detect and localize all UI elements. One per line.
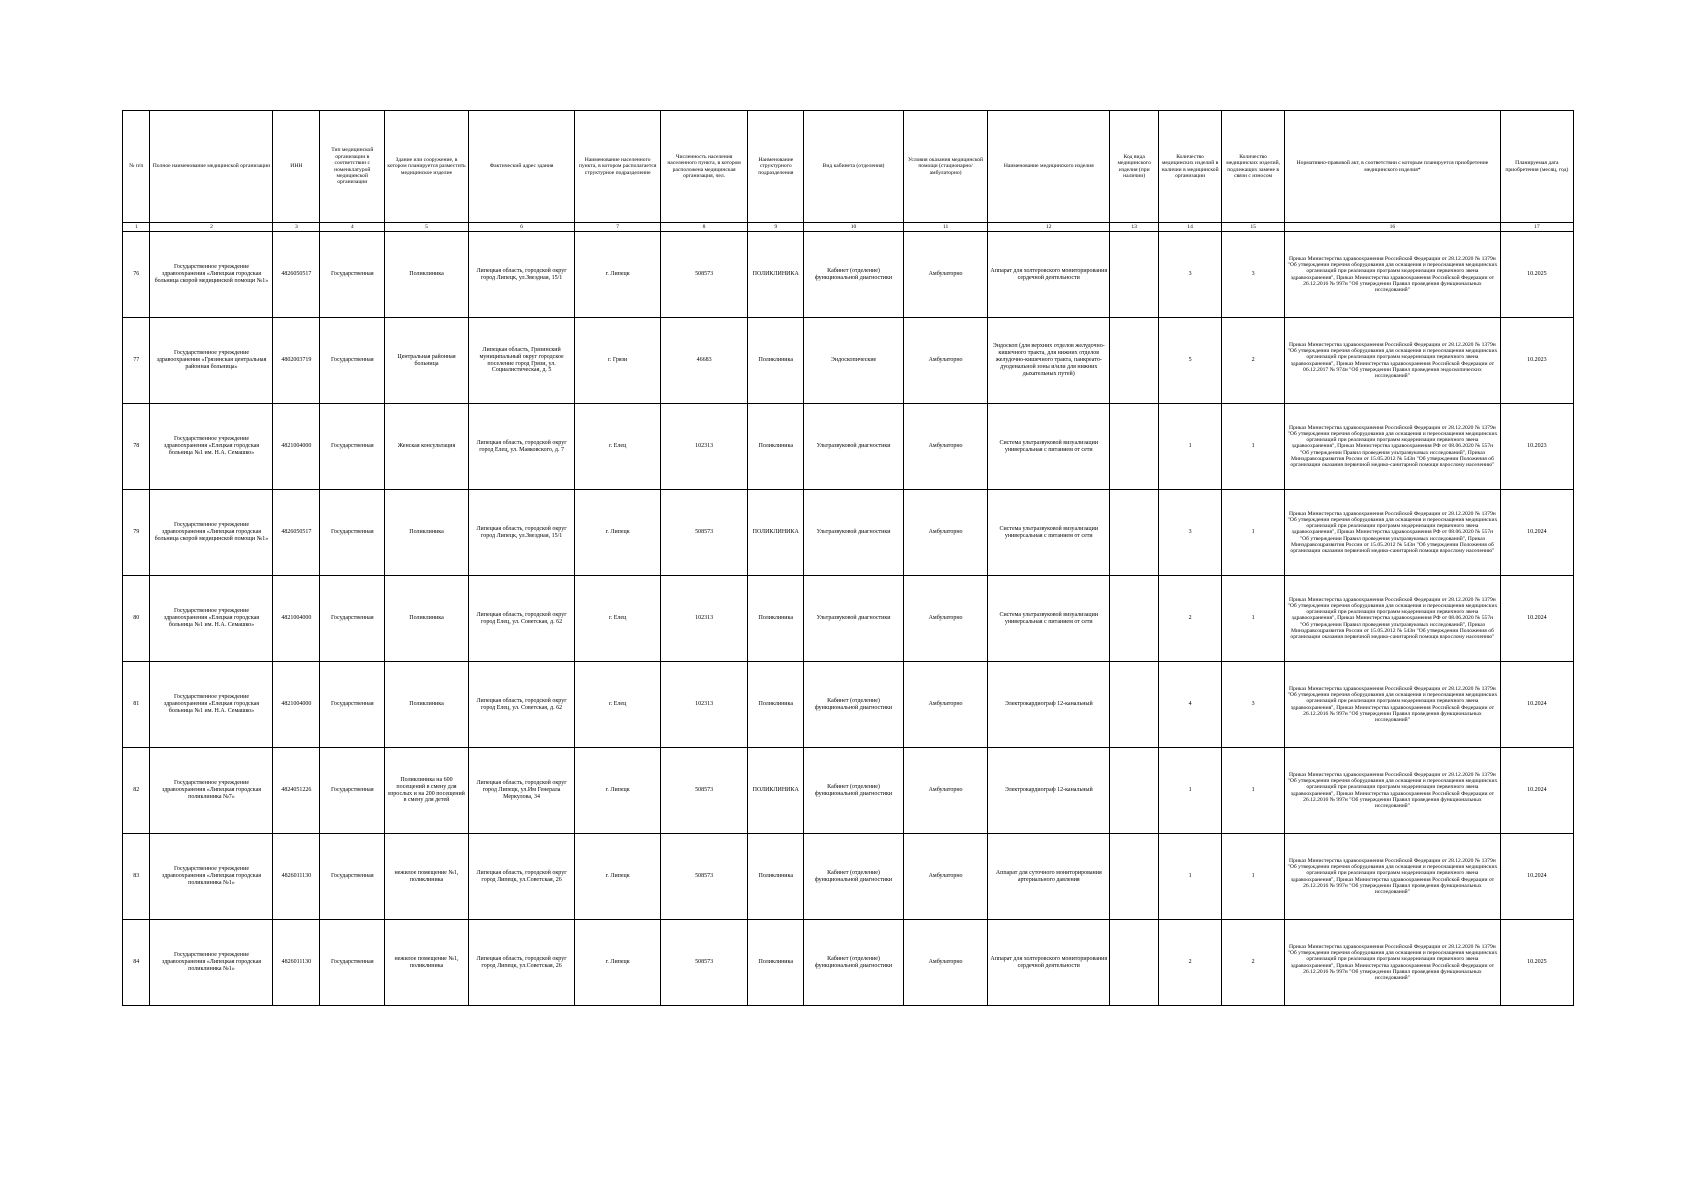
table-row: [123, 662, 1574, 748]
table-cell: Эндоскопические: [804, 318, 904, 404]
table-cell: 78: [123, 404, 150, 490]
column-header: Наименование населенного пункта, в котором располагается структурное подразделение: [575, 111, 660, 223]
column-header: Фактический адрес здания: [468, 111, 575, 223]
table-cell: [1110, 662, 1159, 748]
column-header: Количество медицинских изделий, подлежащих замене в связи с износом: [1222, 111, 1285, 223]
column-number: 7: [575, 223, 660, 232]
table-cell: 10.2024: [1500, 748, 1573, 834]
table-cell: 508573: [660, 748, 747, 834]
table-cell: Государственное учреждение здравоохранения «Елецкая городская больница №1 им. Н.А. Семашко»: [150, 662, 273, 748]
table-cell: Поликлиника: [748, 318, 804, 404]
table-cell: Государственная: [320, 232, 385, 318]
table-cell: Кабинет (отделение) функциональной диагностики: [804, 662, 904, 748]
table-cell: 4826050517: [273, 232, 320, 318]
table-row: [123, 920, 1574, 1006]
column-header: Вид кабинета (отделения): [804, 111, 904, 223]
table-cell: г. Липецк: [575, 920, 660, 1006]
column-number: 15: [1222, 223, 1285, 232]
table-cell: 2: [1222, 318, 1285, 404]
table-cell: Государственная: [320, 404, 385, 490]
table-row: [123, 404, 1574, 490]
table-cell: Амбулаторно: [903, 318, 987, 404]
table-cell: Приказ Министерства здравоохранения Российской Федерации от 28.12.2020 № 1379н "Об утверждении перечня оборудования для оснащения и переоснащения медицинских организаций при реализации программ модернизации первичного звена здравоохранения", Приказ Министерства здравоохранения РФ от 08.06.2020 № 557н "Об утверждении Правил проведения ультразвуковых исследований", Приказ Минздравсоцразвития России от 15.05.2012 № 543н "Об утверждении Положения об организации оказания первичной медико-санитарной помощи взрослому населению": [1285, 404, 1501, 490]
table-cell: Эндоскоп (для верхних отделов желудочно-кишечного тракта, для нижних отделов желудочно-кишечного тракта, панкреато-дуоденальной зоны и/или для нижних дыхательных путей): [988, 318, 1110, 404]
table-cell: 1: [1222, 834, 1285, 920]
table-cell: 46683: [660, 318, 747, 404]
table-row: [123, 834, 1574, 920]
table-cell: Приказ Министерства здравоохранения Российской Федерации от 28.12.2020 № 1379н "Об утверждении перечня оборудования для оснащения и переоснащения медицинских организаций при реализации программ модернизации первичного звена здравоохранения", Приказ Министерства здравоохранения Российской Федерации от 26.12.2016 № 997н "Об утверждении Правил проведения функциональных исследований": [1285, 834, 1501, 920]
table-cell: Липецкая область, городской округ город Елец, ул. Маяковского, д. 7: [468, 404, 575, 490]
table-cell: Липецкая область, Грязинский муниципальный округ городское поселение город Грязи, ул. Социалистическая, д. 5: [468, 318, 575, 404]
column-number: 11: [903, 223, 987, 232]
header-row: [123, 111, 1574, 223]
column-number-row: [123, 223, 1574, 232]
table-cell: 10.2025: [1500, 920, 1573, 1006]
table-cell: 82: [123, 748, 150, 834]
table-cell: г. Елец: [575, 404, 660, 490]
table-cell: 10.2025: [1500, 232, 1573, 318]
table-cell: Государственное учреждение здравоохранения «Елецкая городская больница №1 им. Н.А. Семашко»: [150, 576, 273, 662]
table-cell: Ультразвуковой диагностики: [804, 576, 904, 662]
column-number: 10: [804, 223, 904, 232]
column-number: 6: [468, 223, 575, 232]
table-cell: Ультразвуковой диагностики: [804, 490, 904, 576]
table-cell: г. Елец: [575, 576, 660, 662]
table-cell: Система ультразвуковой визуализации универсальная с питанием от сети: [988, 576, 1110, 662]
table-cell: Поликлиника на 600 посещений в смену для взрослых и на 200 посещений в смену для детей: [385, 748, 468, 834]
table-cell: Государственное учреждение здравоохранения «Липецкая городская больница скорой медицинской помощи №1»: [150, 490, 273, 576]
table-cell: 102313: [660, 662, 747, 748]
table-cell: 508573: [660, 920, 747, 1006]
table-cell: Государственное учреждение здравоохранения «Липецкая городская поликлиника №1»: [150, 834, 273, 920]
table-cell: Аппарат для суточного мониторирования артериального давления: [988, 834, 1110, 920]
table-cell: 4: [1159, 662, 1222, 748]
equipment-table: [122, 110, 1574, 1006]
table-cell: Государственная: [320, 834, 385, 920]
table-cell: 3: [1222, 662, 1285, 748]
table-cell: г. Липецк: [575, 232, 660, 318]
table-cell: Амбулаторно: [903, 490, 987, 576]
table-cell: ПОЛИКЛИНИКА: [748, 232, 804, 318]
table-cell: Поликлиника: [748, 576, 804, 662]
table-cell: 81: [123, 662, 150, 748]
table-cell: [1110, 576, 1159, 662]
table-cell: Государственная: [320, 318, 385, 404]
table-cell: Государственная: [320, 920, 385, 1006]
table-cell: Приказ Министерства здравоохранения Российской Федерации от 28.12.2020 № 1379н "Об утверждении перечня оборудования для оснащения и переоснащения медицинских организаций при реализации программ модернизации первичного звена здравоохранения", Приказ Министерства здравоохранения РФ от 08.06.2020 № 557н "Об утверждении Правил проведения ультразвуковых исследований", Приказ Минздравсоцразвития России от 15.05.2012 № 543н "Об утверждении Положения об организации оказания первичной медико-санитарной помощи взрослому населению": [1285, 576, 1501, 662]
table-cell: Государственное учреждение здравоохранения «Липецкая городская больница скорой медицинской помощи №1»: [150, 232, 273, 318]
table-cell: 10.2023: [1500, 404, 1573, 490]
table-cell: Государственное учреждение здравоохранения «Липецкая городская поликлиника №1»: [150, 920, 273, 1006]
table-cell: Амбулаторно: [903, 920, 987, 1006]
table-cell: Амбулаторно: [903, 404, 987, 490]
table-cell: 508573: [660, 232, 747, 318]
table-cell: 2: [1222, 920, 1285, 1006]
column-header: Наименование структурного подразделения: [748, 111, 804, 223]
table-cell: Липецкая область, городской округ город Елец, ул. Советская, д. 62: [468, 662, 575, 748]
table-cell: ПОЛИКЛИНИКА: [748, 490, 804, 576]
table-cell: 10.2024: [1500, 662, 1573, 748]
table-cell: Поликлиника: [748, 834, 804, 920]
column-number: 4: [320, 223, 385, 232]
table-cell: Электрокардиограф 12-канальный: [988, 748, 1110, 834]
table-row: [123, 232, 1574, 318]
table-row: [123, 576, 1574, 662]
table-cell: 102313: [660, 576, 747, 662]
column-number: 9: [748, 223, 804, 232]
table-cell: Липецкая область, городской округ город Елец, ул. Советская, д. 62: [468, 576, 575, 662]
column-number: 13: [1110, 223, 1159, 232]
table-cell: г. Липецк: [575, 490, 660, 576]
table-cell: г. Грязи: [575, 318, 660, 404]
table-cell: ПОЛИКЛИНИКА: [748, 748, 804, 834]
column-header: Здание или сооружение, в котором планируется разместить медицинское изделие: [385, 111, 468, 223]
column-number: 1: [123, 223, 150, 232]
table-cell: [1110, 834, 1159, 920]
table-cell: г. Липецк: [575, 748, 660, 834]
column-header: Наименование медицинского изделия: [988, 111, 1110, 223]
table-cell: Поликлиника: [385, 662, 468, 748]
table-cell: 1: [1222, 490, 1285, 576]
column-header: № п/п: [123, 111, 150, 223]
column-header: Тип медицинской организации в соответствии с номенклатурой медицинской организации: [320, 111, 385, 223]
table-cell: Приказ Министерства здравоохранения Российской Федерации от 28.12.2020 № 1379н "Об утверждении перечня оборудования для оснащения и переоснащения медицинских организаций при реализации программ модернизации первичного звена здравоохранения", Приказ Министерства здравоохранения Российской Федерации от 06.12.2017 № 974н "Об утверждении Правил проведения эндоскопических исследований": [1285, 318, 1501, 404]
column-header: ИНН: [273, 111, 320, 223]
table-cell: 3: [1222, 232, 1285, 318]
table-cell: 5: [1159, 318, 1222, 404]
table-cell: [1110, 748, 1159, 834]
table-cell: Приказ Министерства здравоохранения Российской Федерации от 28.12.2020 № 1379н "Об утверждении перечня оборудования для оснащения и переоснащения медицинских организаций при реализации программ модернизации первичного звена здравоохранения", Приказ Министерства здравоохранения Российской Федерации от 26.12.2016 № 997н "Об утверждении Правил проведения функциональных исследований": [1285, 232, 1501, 318]
table-cell: 84: [123, 920, 150, 1006]
table-cell: 10.2024: [1500, 834, 1573, 920]
table-cell: г. Липецк: [575, 834, 660, 920]
table-cell: 4826011130: [273, 920, 320, 1006]
column-header: Планируемая дата приобретения (месяц, год): [1500, 111, 1573, 223]
table-cell: 10.2023: [1500, 318, 1573, 404]
table-cell: Государственное учреждение здравоохранения «Грязинская центральная районная больница»: [150, 318, 273, 404]
table-cell: 10.2024: [1500, 576, 1573, 662]
table-cell: Государственная: [320, 576, 385, 662]
column-header: Нормативно-правовой акт, в соответствии с которым планируется приобретение медицинского изделия*: [1285, 111, 1501, 223]
table-cell: Кабинет (отделение) функциональной диагностики: [804, 834, 904, 920]
table-cell: Поликлиника: [385, 490, 468, 576]
table-cell: 4802003719: [273, 318, 320, 404]
table-cell: Электрокардиограф 12-канальный: [988, 662, 1110, 748]
table-cell: 77: [123, 318, 150, 404]
column-number: 2: [150, 223, 273, 232]
table-cell: [1110, 920, 1159, 1006]
table-cell: 4821004000: [273, 404, 320, 490]
table-cell: 1: [1159, 834, 1222, 920]
column-header: Количество медицинских изделий в наличии в медицинской организации: [1159, 111, 1222, 223]
table-cell: Поликлиника: [385, 232, 468, 318]
table-body: [123, 232, 1574, 1006]
table-cell: Кабинет (отделение) функциональной диагностики: [804, 748, 904, 834]
table-row: [123, 748, 1574, 834]
table-cell: Приказ Министерства здравоохранения Российской Федерации от 28.12.2020 № 1379н "Об утверждении перечня оборудования для оснащения и переоснащения медицинских организаций при реализации программ модернизации первичного звена здравоохранения", Приказ Министерства здравоохранения Российской Федерации от 26.12.2016 № 997н "Об утверждении Правил проведения функциональных исследований": [1285, 748, 1501, 834]
table-cell: [1110, 490, 1159, 576]
column-header: Код вида медицинского изделия (при наличии): [1110, 111, 1159, 223]
table-cell: 4821004000: [273, 662, 320, 748]
table-cell: Амбулаторно: [903, 576, 987, 662]
table-cell: [1110, 232, 1159, 318]
table-cell: Поликлиника: [385, 576, 468, 662]
table-cell: Приказ Министерства здравоохранения Российской Федерации от 28.12.2020 № 1379н "Об утверждении перечня оборудования для оснащения и переоснащения медицинских организаций при реализации программ модернизации первичного звена здравоохранения", Приказ Министерства здравоохранения Российской Федерации от 26.12.2016 № 997н "Об утверждении Правил проведения функциональных исследований": [1285, 662, 1501, 748]
column-number: 17: [1500, 223, 1573, 232]
table-cell: Система ультразвуковой визуализации универсальная с питанием от сети: [988, 490, 1110, 576]
column-number: 16: [1285, 223, 1501, 232]
table-cell: 4824051226: [273, 748, 320, 834]
table-cell: Липецкая область, городской округ город Липецк, ул.Звездная, 15/1: [468, 232, 575, 318]
table-cell: 4821004000: [273, 576, 320, 662]
table-cell: 1: [1222, 404, 1285, 490]
table-cell: Амбулаторно: [903, 834, 987, 920]
table-cell: [1110, 318, 1159, 404]
table-cell: 83: [123, 834, 150, 920]
table-cell: Поликлиника: [748, 662, 804, 748]
table-cell: 102313: [660, 404, 747, 490]
table-cell: Амбулаторно: [903, 232, 987, 318]
table-cell: 1: [1222, 748, 1285, 834]
table-cell: Ультразвуковой диагностики: [804, 404, 904, 490]
table-cell: 4826050517: [273, 490, 320, 576]
column-number: 5: [385, 223, 468, 232]
table-cell: 508573: [660, 834, 747, 920]
table-cell: Поликлиника: [748, 404, 804, 490]
table-cell: Приказ Министерства здравоохранения Российской Федерации от 28.12.2020 № 1379н "Об утверждении перечня оборудования для оснащения и переоснащения медицинских организаций при реализации программ модернизации первичного звена здравоохранения", Приказ Министерства здравоохранения РФ от 08.06.2020 № 557н "Об утверждении Правил проведения ультразвуковых исследований", Приказ Минздравсоцразвития России от 15.05.2012 № 543н "Об утверждении Положения об организации оказания первичной медико-санитарной помощи взрослому населению": [1285, 490, 1501, 576]
table-cell: 3: [1159, 232, 1222, 318]
table-cell: 76: [123, 232, 150, 318]
table-cell: 508573: [660, 490, 747, 576]
column-number: 8: [660, 223, 747, 232]
table-cell: Приказ Министерства здравоохранения Российской Федерации от 28.12.2020 № 1379н "Об утверждении перечня оборудования для оснащения и переоснащения медицинских организаций при реализации программ модернизации первичного звена здравоохранения", Приказ Министерства здравоохранения Российской Федерации от 26.12.2016 № 997н "Об утверждении Правил проведения функциональных исследований": [1285, 920, 1501, 1006]
column-number: 14: [1159, 223, 1222, 232]
table-cell: Поликлиника: [748, 920, 804, 1006]
table-cell: Аппарат для холтеровского мониторирования сердечной деятельности: [988, 232, 1110, 318]
table-cell: Липецкая область, городской округ город Липецк, ул.Звездная, 15/1: [468, 490, 575, 576]
table-cell: [1110, 404, 1159, 490]
table-cell: нежилое помещение №1, поликлиника: [385, 834, 468, 920]
table-cell: 2: [1159, 576, 1222, 662]
table-cell: 1: [1222, 576, 1285, 662]
table-cell: Государственная: [320, 748, 385, 834]
table-cell: 4826011130: [273, 834, 320, 920]
table-cell: 1: [1159, 748, 1222, 834]
column-header: Численность населения населенного пункта, в котором расположена медицинская организация, чел.: [660, 111, 747, 223]
table-cell: 3: [1159, 490, 1222, 576]
table-cell: Государственное учреждение здравоохранения «Елецкая городская больница №1 им. Н.А. Семашко»: [150, 404, 273, 490]
table-cell: Государственная: [320, 662, 385, 748]
column-number: 3: [273, 223, 320, 232]
table-cell: нежилое помещение №1, поликлиника: [385, 920, 468, 1006]
table-cell: 1: [1159, 404, 1222, 490]
table-cell: Государственное учреждение здравоохранения «Липецкая городская поликлиника №7»: [150, 748, 273, 834]
table-cell: 79: [123, 490, 150, 576]
table-cell: Кабинет (отделение) функциональной диагностики: [804, 232, 904, 318]
table-cell: г. Елец: [575, 662, 660, 748]
table-cell: Центральная районная больница: [385, 318, 468, 404]
table-cell: Система ультразвуковой визуализации универсальная с питанием от сети: [988, 404, 1110, 490]
column-number: 12: [988, 223, 1110, 232]
table-cell: Аппарат для холтеровского мониторирования сердечной деятельности: [988, 920, 1110, 1006]
table-cell: 10.2024: [1500, 490, 1573, 576]
table-cell: Липецкая область, городской округ город Липецк, ул.Им Генерала Меркулова, 34: [468, 748, 575, 834]
table-cell: 2: [1159, 920, 1222, 1006]
table-cell: Кабинет (отделение) функциональной диагностики: [804, 920, 904, 1006]
table-cell: Амбулаторно: [903, 748, 987, 834]
table-cell: Женская консультация: [385, 404, 468, 490]
table-row: [123, 318, 1574, 404]
table-cell: 80: [123, 576, 150, 662]
table-cell: Липецкая область, городской округ город Липецк, ул.Советская, 26: [468, 834, 575, 920]
table-cell: Липецкая область, городской округ город Липецк, ул.Советская, 26: [468, 920, 575, 1006]
table-row: [123, 490, 1574, 576]
column-header: Полное наименование медицинской организации: [150, 111, 273, 223]
table-cell: Государственная: [320, 490, 385, 576]
table-cell: Амбулаторно: [903, 662, 987, 748]
column-header: Условия оказания медицинской помощи (стационарно/амбулаторно): [903, 111, 987, 223]
